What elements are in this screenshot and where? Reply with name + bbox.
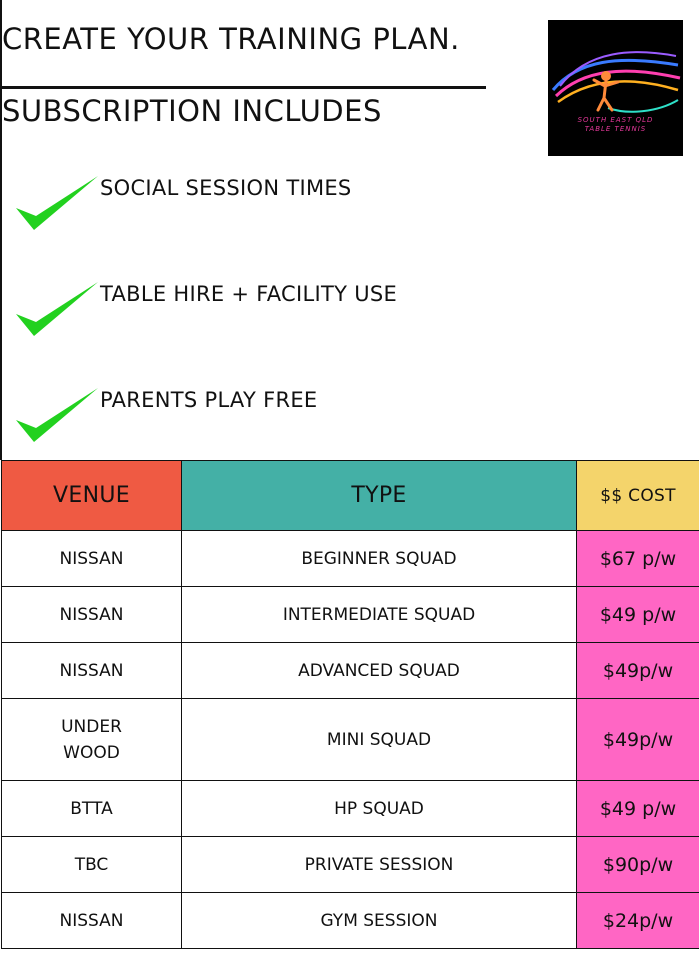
- section-subtitle: SUBSCRIPTION INCLUDES: [2, 94, 382, 128]
- table-row: [2, 643, 699, 699]
- feature-item: [14, 386, 534, 448]
- logo-text-line1: SOUTH EAST QLD: [577, 116, 654, 124]
- type-column-header: TYPE: [182, 461, 577, 531]
- checkmark-icon: [14, 174, 100, 234]
- cost-cell: $67 p/w: [577, 531, 699, 587]
- cost-cell: $24p/w: [577, 893, 699, 949]
- logo-text-line2: TABLE TENNIS: [584, 125, 647, 133]
- venue-cell: TBC: [2, 837, 182, 893]
- type-cell: HP SQUAD: [182, 781, 577, 837]
- cost-cell: $49p/w: [577, 699, 699, 781]
- cost-cell: $90p/w: [577, 837, 699, 893]
- type-cell: INTERMEDIATE SQUAD: [182, 587, 577, 643]
- pricing-table: [1, 460, 699, 949]
- venue-cell: BTTA: [2, 781, 182, 837]
- table-row: [2, 531, 699, 587]
- logo-graphic-icon: [548, 20, 683, 156]
- cost-cell: $49 p/w: [577, 587, 699, 643]
- venue-column-header: VENUE: [2, 461, 182, 531]
- feature-label: PARENTS PLAY FREE: [100, 388, 318, 412]
- cost-column-header: $$ COST: [577, 461, 699, 531]
- venue-cell: NISSAN: [2, 643, 182, 699]
- table-row: [2, 699, 699, 781]
- table-row: [2, 587, 699, 643]
- page-title: CREATE YOUR TRAINING PLAN.: [2, 22, 460, 56]
- table-row: [2, 837, 699, 893]
- venue-cell: NISSAN: [2, 587, 182, 643]
- checkmark-icon: [14, 280, 100, 340]
- feature-item: [14, 174, 534, 236]
- type-cell: GYM SESSION: [182, 893, 577, 949]
- type-cell: MINI SQUAD: [182, 699, 577, 781]
- title-divider: [2, 86, 486, 89]
- cost-cell: $49 p/w: [577, 781, 699, 837]
- venue-cell: NISSAN: [2, 893, 182, 949]
- feature-label: SOCIAL SESSION TIMES: [100, 176, 352, 200]
- table-row: [2, 893, 699, 949]
- feature-item: [14, 280, 534, 342]
- checkmark-icon: [14, 386, 100, 446]
- type-cell: ADVANCED SQUAD: [182, 643, 577, 699]
- venue-cell: NISSAN: [2, 531, 182, 587]
- type-cell: BEGINNER SQUAD: [182, 531, 577, 587]
- left-border: [0, 0, 2, 460]
- venue-cell: UNDER WOOD: [2, 699, 182, 781]
- type-cell: PRIVATE SESSION: [182, 837, 577, 893]
- club-logo: [548, 20, 683, 156]
- table-header-row: [2, 461, 699, 531]
- cost-cell: $49p/w: [577, 643, 699, 699]
- table-row: [2, 781, 699, 837]
- feature-label: TABLE HIRE + FACILITY USE: [100, 282, 398, 306]
